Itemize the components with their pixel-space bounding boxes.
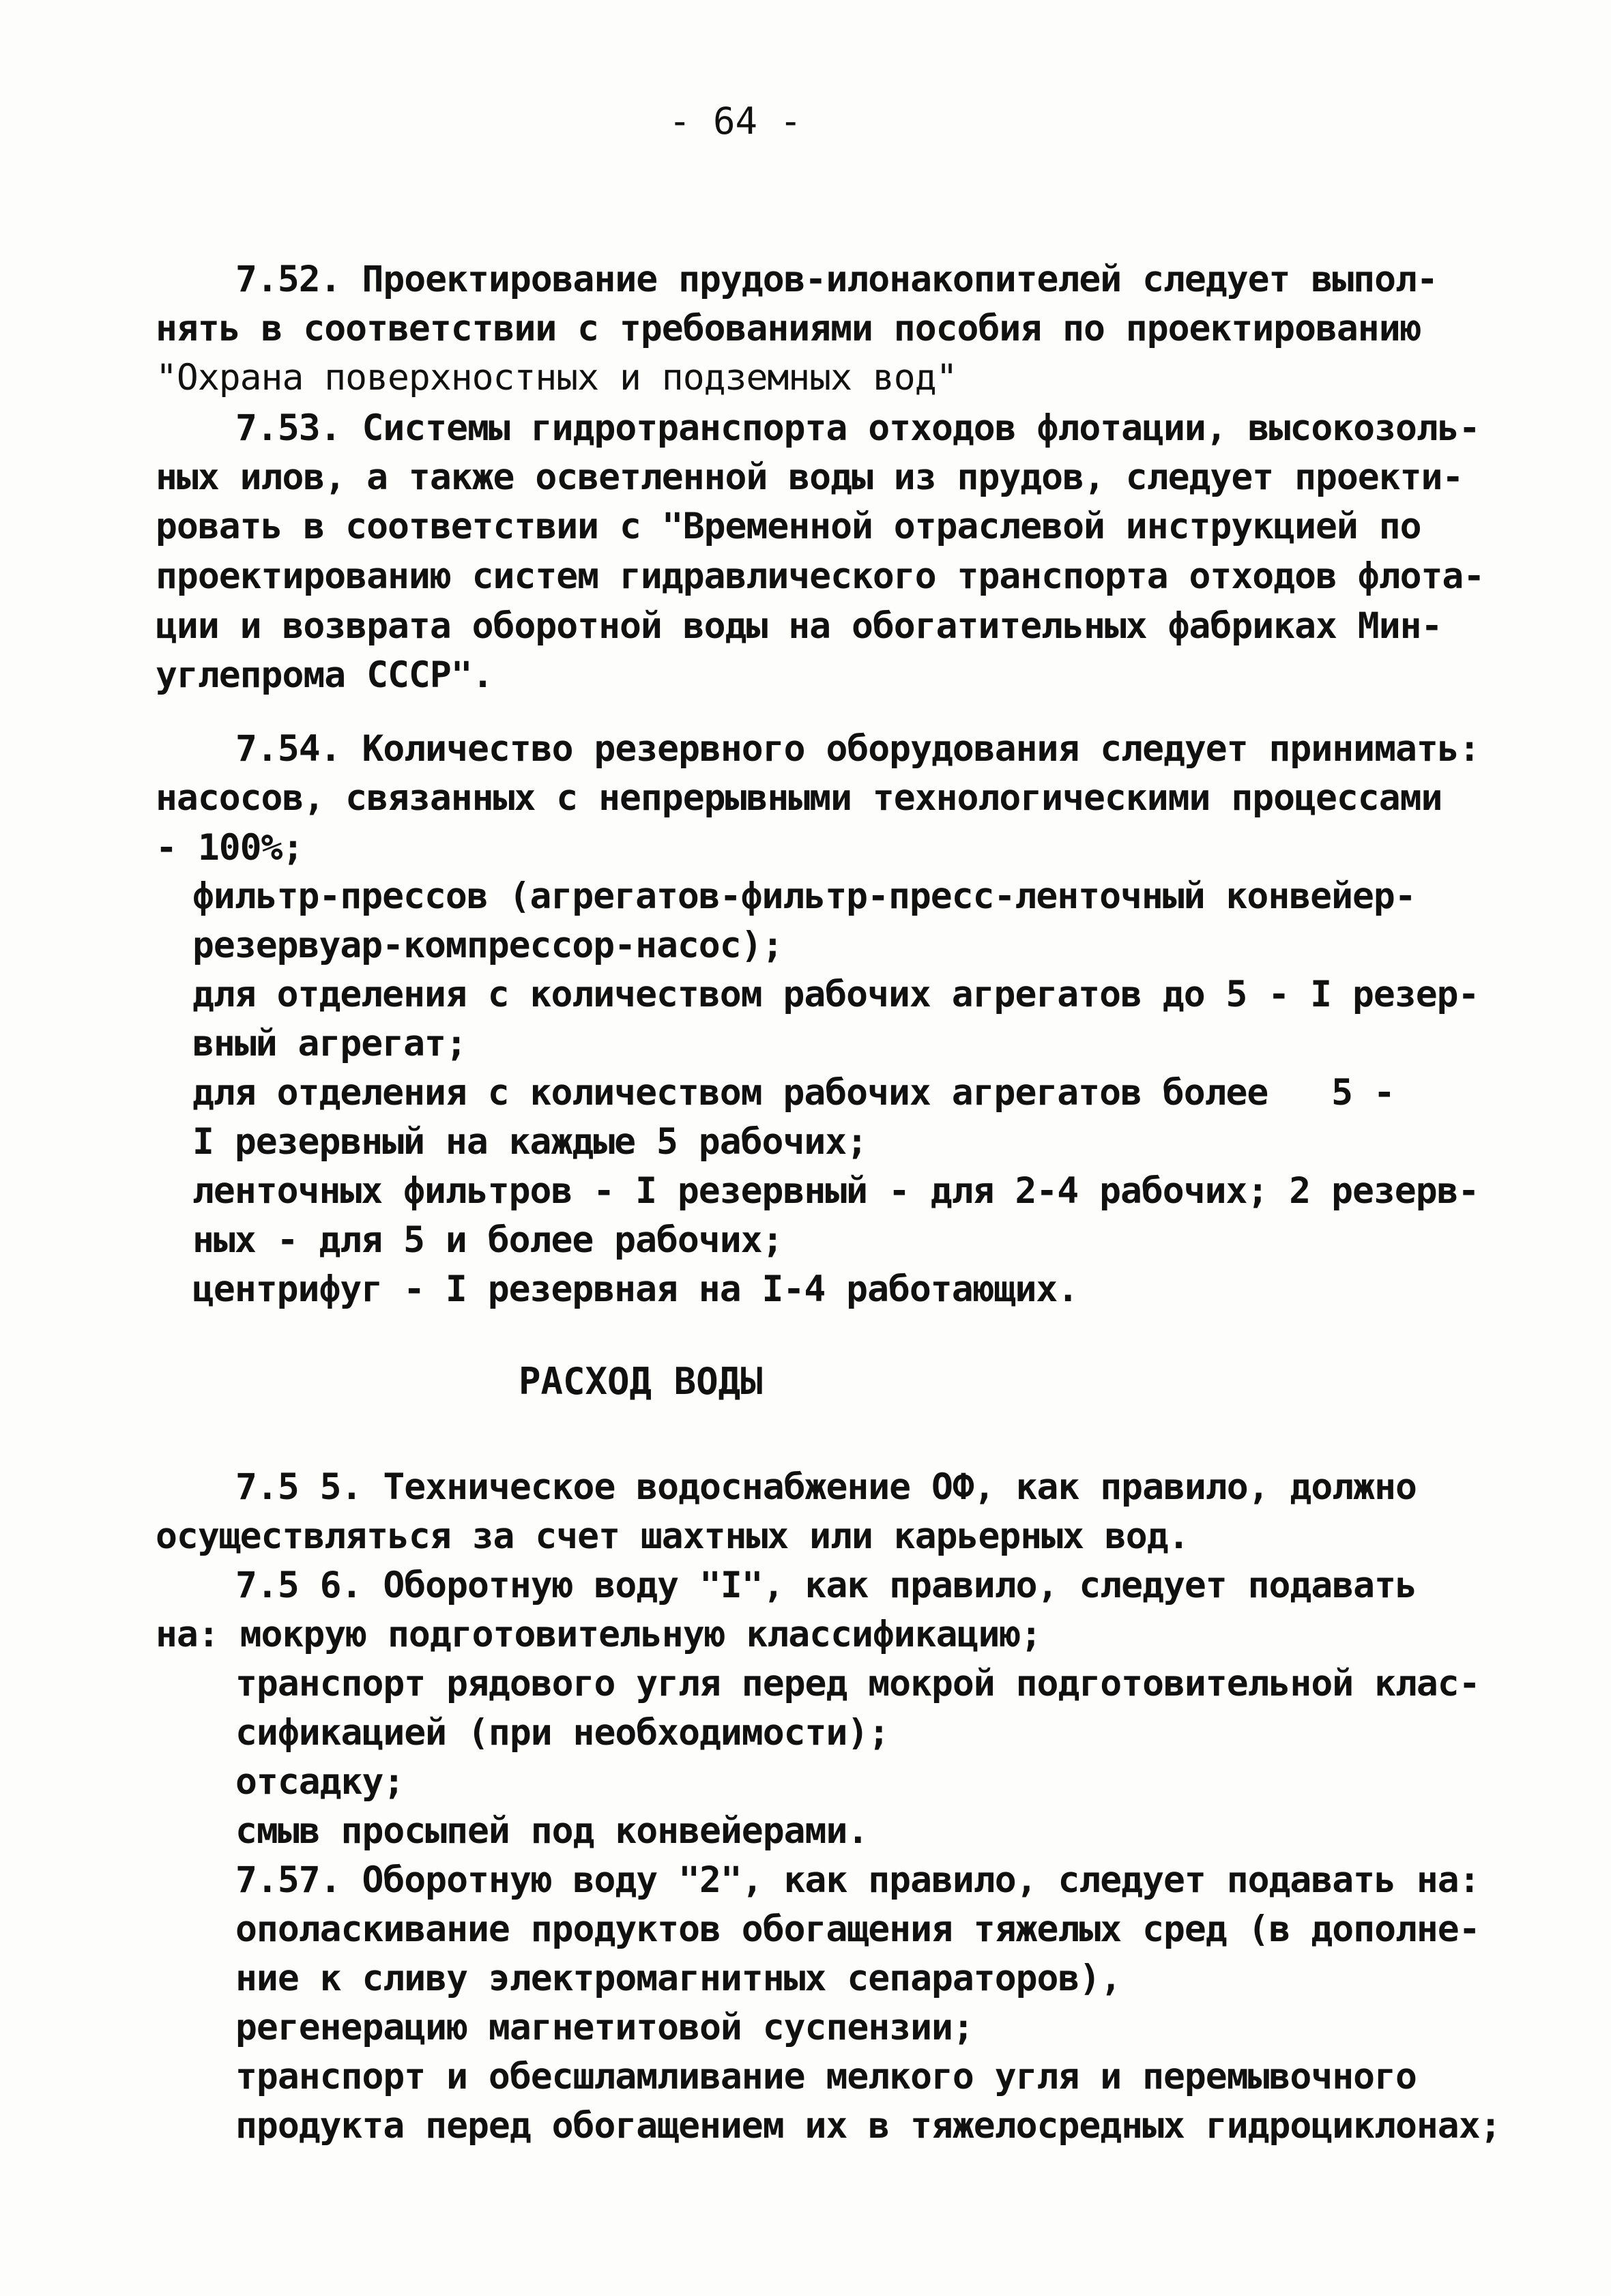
text-line: 7.5 6. Оборотную воду "I", как правило, следует подавать <box>235 1565 1417 1606</box>
text-line: ных илов, а также осветленной воды из прудов, следует проекти- <box>156 456 1464 498</box>
text-line: I резервный на каждые 5 рабочих; <box>192 1121 868 1163</box>
text-line: вный агрегат; <box>192 1023 467 1064</box>
text-line: ных - для 5 и более рабочих; <box>192 1219 783 1261</box>
text-line: смыв просыпей под конвейерами. <box>235 1810 869 1852</box>
text-line: сификацией (при необходимости); <box>235 1712 890 1754</box>
text-line: ополаскивание продуктов обогащения тяжелых сред (в дополне- <box>235 1908 1480 1950</box>
text-line: центрифуг - I резервная на I-4 работающих. <box>192 1268 1079 1310</box>
text-line: 7.57. Оборотную воду "2", как правило, следует подавать на: <box>235 1859 1480 1901</box>
text-line: - 100%; <box>156 827 304 869</box>
text-line: 7.52. Проектирование прудов-илонакопителей следует выпол- <box>235 259 1438 300</box>
text-line: для отделения с количеством рабочих агрегатов до 5 - I резер- <box>192 974 1479 1015</box>
text-line: насосов, связанных с непрерывными технологическими процессами <box>156 777 1442 819</box>
text-line: ции и возврата оборотной воды на обогатительных фабриках Мин- <box>156 605 1442 647</box>
text-line: 7.53. Системы гидротранспорта отходов флотации, высокозоль- <box>235 407 1480 449</box>
text-line: углепрома СССР". <box>156 654 493 696</box>
text-line: нять в соответствии с требованиями пособия по проектированию <box>156 308 1421 349</box>
text-line: ленточных фильтров - I резервный - для 2-4 рабочих; 2 резерв- <box>192 1170 1479 1212</box>
text-line: фильтр-прессов (агрегатов-фильтр-пресс-ленточный конвейер- <box>192 875 1416 917</box>
page-number: - 64 - <box>669 100 802 143</box>
text-line: транспорт рядового угля перед мокрой подготовительной клас- <box>235 1663 1480 1704</box>
section-heading: РАСХОД ВОДЫ <box>519 1360 763 1403</box>
text-line: регенерацию магнетитовой суспензии; <box>235 2007 974 2048</box>
text-line: для отделения с количеством рабочих агрегатов более 5 - <box>192 1072 1395 1114</box>
text-line: транспорт и обесшламливание мелкого угля и перемывочного <box>235 2056 1417 2097</box>
text-line: ровать в соответствии с "Временной отраслевой инструкцией по <box>156 506 1421 547</box>
text-line: резервуар-компрессор-насос); <box>192 925 783 966</box>
text-line: проектированию систем гидравлического транспорта отходов флота- <box>156 555 1485 597</box>
text-line: на: мокрую подготовительную классификацию; <box>156 1614 1042 1655</box>
text-line: ние к сливу электромагнитных сепараторов), <box>235 1958 1122 1999</box>
text-line: 7.54. Количество резервного оборудования следует принимать: <box>235 728 1480 770</box>
text-line: отсадку; <box>235 1761 405 1803</box>
text-line: 7.5 5. Техническое водоснабжение ОФ, как правило, должно <box>235 1466 1417 1508</box>
text-line: осуществляться за счет шахтных или карьерных вод. <box>156 1515 1189 1557</box>
text-line: продукта перед обогащением их в тяжелосредных гидроциклонах; <box>235 2105 1501 2147</box>
text-line: "Охрана поверхностных и подземных вод" <box>156 357 957 398</box>
